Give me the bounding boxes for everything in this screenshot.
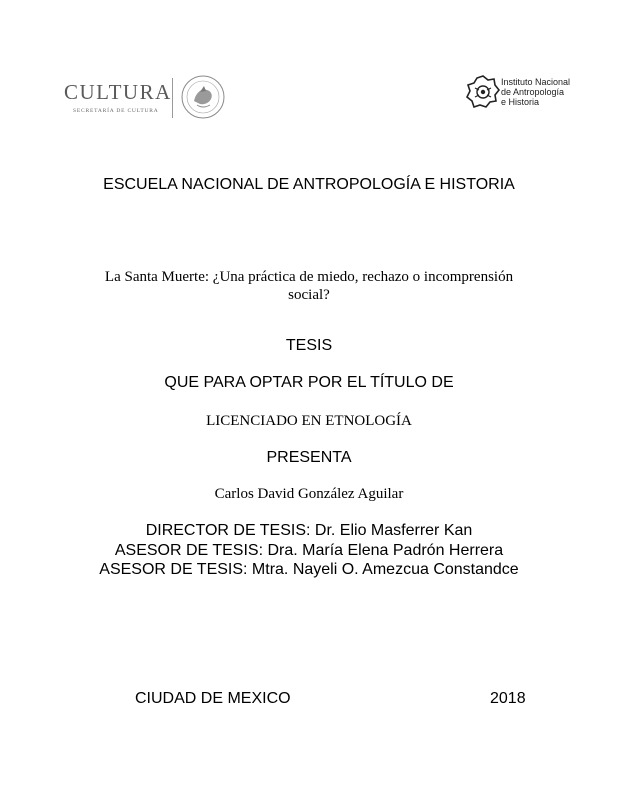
city: CIUDAD DE MEXICO <box>135 690 291 707</box>
degree-intro: QUE PARA OPTAR POR EL TÍTULO DE <box>164 374 454 391</box>
inah-logo-line: e Historia <box>501 97 540 107</box>
cultura-logo <box>64 74 239 120</box>
mexico-coat-of-arms-seal-icon <box>180 74 226 120</box>
committee-director: DIRECTOR DE TESIS: Dr. Elio Masferrer Kan <box>145 522 473 539</box>
logo-divider <box>172 78 173 118</box>
thesis-title-line-2: social? <box>288 287 330 303</box>
degree-title: LICENCIADO EN ETNOLOGÍA <box>206 413 412 429</box>
committee-advisor-1: ASESOR DE TESIS: Dra. María Elena Padrón Herrera <box>114 542 504 559</box>
tesis-heading: TESIS <box>285 337 333 354</box>
committee-advisor-2: ASESOR DE TESIS: Mtra. Nayeli O. Amezcua Constandce <box>99 561 519 578</box>
cultura-logo-subtitle: SECRETARÍA DE CULTURA <box>73 108 159 114</box>
inah-logo-text <box>501 77 570 107</box>
thesis-title-line-1: La Santa Muerte: ¿Una práctica de miedo, rechazo o incomprensión <box>104 269 514 285</box>
year: 2018 <box>490 690 526 707</box>
cultura-logo-word: CULTURA <box>64 80 172 104</box>
inah-emblem-icon <box>466 74 500 110</box>
inah-logo-line: Instituto Nacional <box>501 77 571 87</box>
author-name: Carlos David González Aguilar <box>214 486 404 502</box>
presenta-heading: PRESENTA <box>266 449 352 466</box>
inah-logo <box>466 74 581 114</box>
inah-logo-line: de Antropología <box>501 87 565 97</box>
institution-name: ESCUELA NACIONAL DE ANTROPOLOGÍA E HISTORIA <box>103 176 515 193</box>
